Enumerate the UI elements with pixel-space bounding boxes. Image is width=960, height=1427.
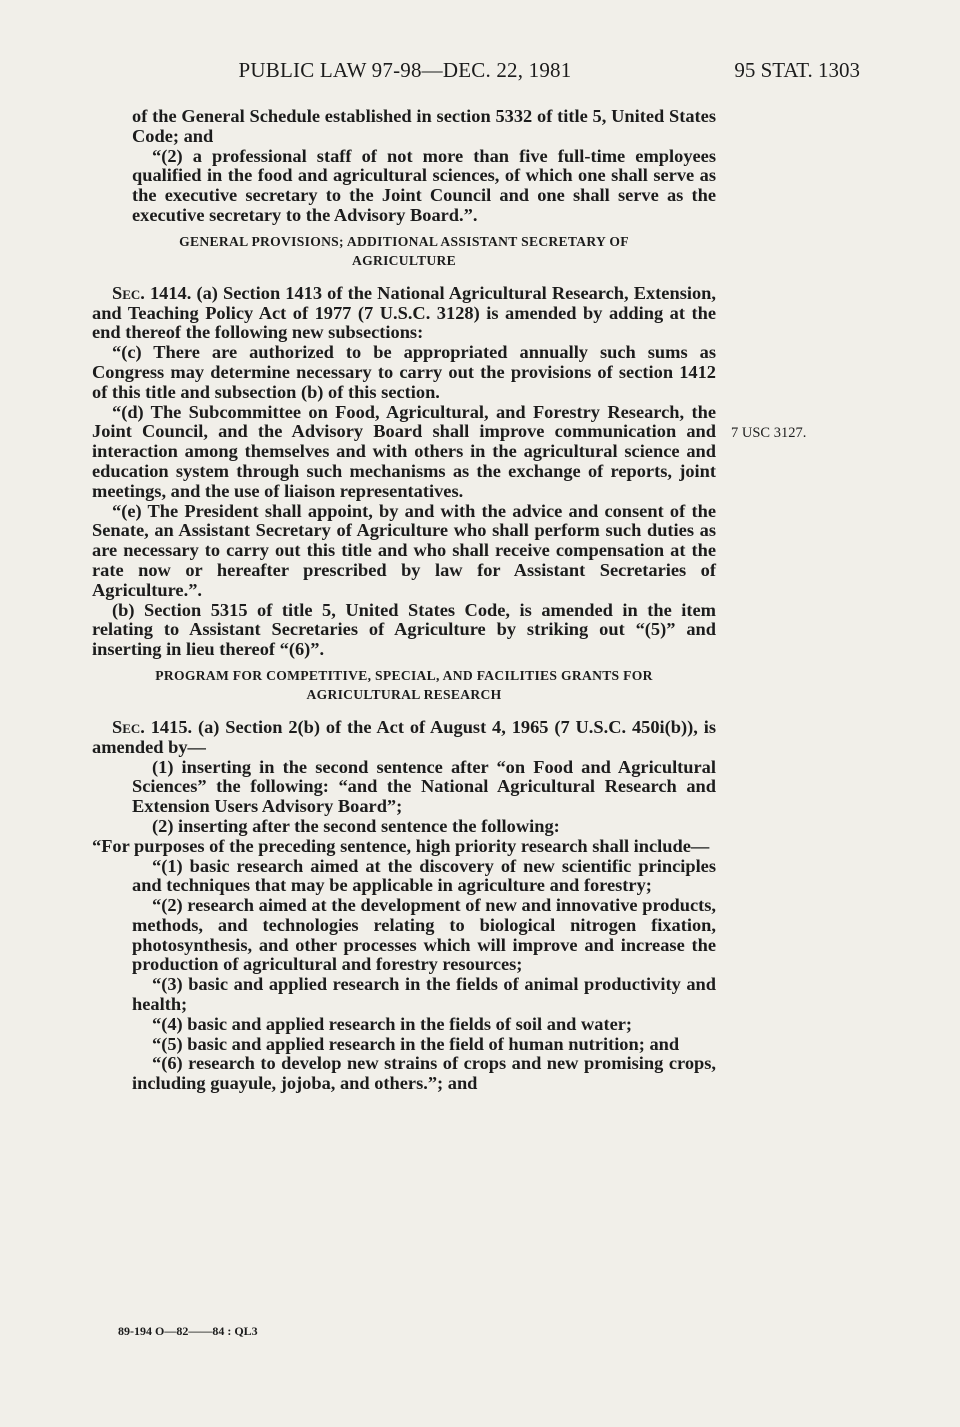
priority-item-3: “(3) basic and applied research in the fields of animal productivity and health;: [132, 974, 716, 1015]
quoted-intro: “For purposes of the preceding sentence, high priority research shall include—: [92, 835, 710, 856]
priority-item-5: “(5) basic and applied research in the field of human nutrition; and: [152, 1033, 680, 1054]
section-text: (a) Section 1413 of the National Agricultural Research, Extension, and Teaching Policy Act of 1977 (7 U.S.C. 3128) is amended by adding at the end thereof the following new subsections:: [92, 282, 716, 343]
amendment-item-2: (2) inserting after the second sentence the following:: [152, 815, 560, 836]
subsection-b: (b) Section 5315 of title 5, United States Code, is amended in the item relating to Assistant Secretaries of Agriculture by striking out “(5)” and inserting in lieu thereof “(6)”.: [92, 599, 716, 660]
subsection-d: “(d) The Subcommittee on Food, Agricultural, and Forestry Research, the Joint Council, and the Advisory Board shall improve communication and interaction among themselves and with others in the agricultural science and education system through such mechanisms as the exchange of reports, joint meetings, and the use of liaison representatives.: [92, 401, 716, 501]
subsection-c: “(c) There are authorized to be appropriated annually such sums as Congress may determine necessary to carry out the provisions of section 1412 of this title and subsection (b) of this section.: [92, 342, 716, 402]
section-heading-general-provisions: [92, 232, 716, 270]
section-1415-paragraph: [92, 718, 716, 758]
heading-line: GENERAL PROVISIONS; ADDITIONAL ASSISTANT SECRETARY OF: [179, 233, 629, 249]
section-heading-competitive-grants: [92, 666, 716, 704]
priority-item-4: “(4) basic and applied research in the fields of soil and water;: [152, 1013, 633, 1034]
section-text: (a) Section 2(b) of the Act of August 4, 1965 (7 U.S.C. 450i(b)), is amended by—: [92, 716, 716, 757]
heading-line: PROGRAM FOR COMPETITIVE, SPECIAL, AND FACILITIES GRANTS FOR: [155, 667, 653, 683]
statute-page-number: 95 STAT. 1303: [734, 58, 860, 82]
priority-item-1: “(1) basic research aimed at the discovery of new scientific principles and techniques that may be applicable in agriculture and forestry;: [132, 855, 716, 896]
heading-line: AGRICULTURE: [351, 252, 457, 268]
heading-line: AGRICULTURAL RESEARCH: [306, 686, 502, 702]
section-label: Sec. 1414.: [112, 282, 192, 303]
page-header: [92, 58, 860, 88]
priority-item-2: “(2) research aimed at the development of new and innovative products, methods, and technologies relating to biological nitrogen fixation, photosynthesis, and other processes which will improve and increase the production of agricultural and forestry resources;: [132, 895, 716, 975]
priority-item-6: “(6) research to develop new strains of crops and new promising crops, including guayule, jojoba, and others.”; and: [132, 1053, 716, 1094]
document-body: [92, 107, 716, 1094]
subsection-e: “(e) The President shall appoint, by and with the advice and consent of the Senate, an Assistant Secretary of Agriculture who shall perform such duties as are necessary to carry out this title and who shall receive compensation at the rate now or hereafter prescribed by law for Assistant Secretaries of Agriculture.”.: [92, 500, 716, 600]
section-1414-paragraph: [92, 284, 716, 343]
margin-citation-note: 7 USC 3127.: [731, 425, 807, 441]
print-code-footer: 89-194 O—82——84 : QL3: [118, 1324, 258, 1338]
section-label: Sec. 1415.: [112, 716, 193, 737]
amendment-item-1: (1) inserting in the second sentence after “on Food and Agricultural Sciences” the following: “and the National Agricultural Research and Extension Users Advisory Board”;: [132, 756, 716, 817]
paragraph-continuation: of the General Schedule established in section 5332 of title 5, United States Code; and: [132, 106, 716, 146]
page-title: PUBLIC LAW 97-98—DEC. 22, 1981: [238, 58, 572, 82]
paragraph-item-2: “(2) a professional staff of not more than five full-time employees qualified in the food and agricultural sciences, of which one shall serve as the executive secretary to the Joint Council and one shall serve as the executive secretary to the Advisory Board.”.: [132, 145, 716, 225]
